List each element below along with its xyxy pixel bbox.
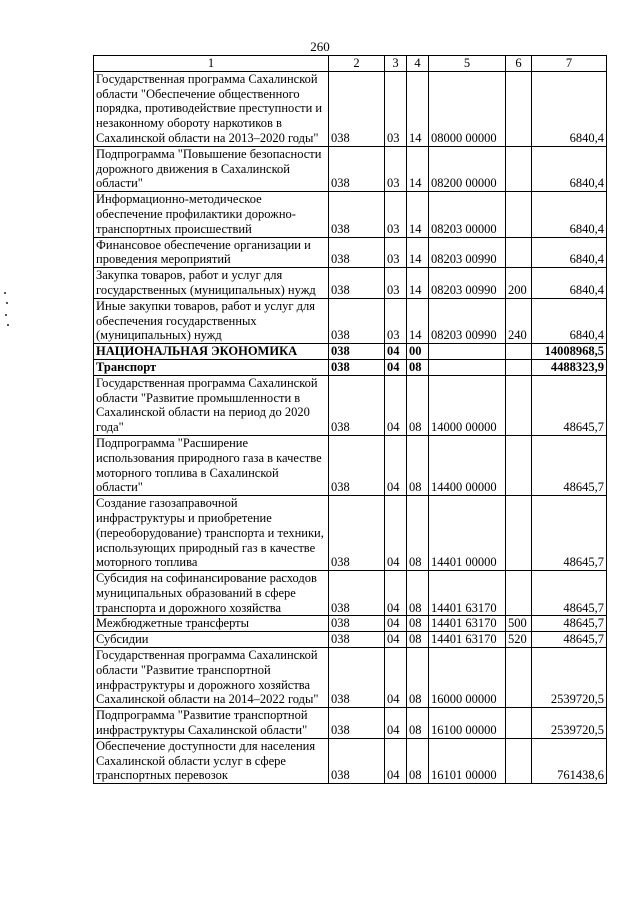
row-code-target: 16101 00000: [429, 738, 506, 783]
row-code-ministry: 038: [329, 268, 385, 299]
page-number: 260: [310, 39, 330, 54]
row-amount: 6840,4: [532, 268, 607, 299]
row-code-target: 08203 00000: [429, 192, 506, 237]
row-amount: 48645,7: [532, 632, 607, 648]
row-code-subsection: 14: [407, 71, 429, 146]
row-name: Обеспечение доступности для населения Сахалинской области услуг в сфере транспортных перевозок: [94, 738, 329, 783]
row-code-ministry: 038: [329, 738, 385, 783]
row-amount: 6840,4: [532, 192, 607, 237]
row-code-subsection: 08: [407, 359, 429, 375]
row-code-ministry: 038: [329, 708, 385, 739]
row-code-subsection: 14: [407, 192, 429, 237]
row-amount: 48645,7: [532, 616, 607, 632]
row-amount: 48645,7: [532, 496, 607, 571]
column-header: 2: [329, 56, 385, 72]
row-code-ministry: 038: [329, 632, 385, 648]
row-code-section: 03: [385, 146, 407, 191]
table-row: [94, 268, 607, 299]
row-amount: 6840,4: [532, 298, 607, 343]
row-amount: 4488323,9: [532, 359, 607, 375]
row-code-expense: 200: [506, 268, 532, 299]
scan-marks: [4, 292, 10, 332]
row-code-section: 03: [385, 192, 407, 237]
row-code-target: 14401 00000: [429, 496, 506, 571]
row-code-ministry: 038: [329, 344, 385, 360]
row-name: Финансовое обеспечение организации и проведения мероприятий: [94, 237, 329, 268]
table-row: [94, 359, 607, 375]
row-code-subsection: 14: [407, 268, 429, 299]
row-code-target: [429, 359, 506, 375]
table-row: [94, 616, 607, 632]
row-name: Субсидия на софинансирование расходов муниципальных образований в сфере транспорта и дорожного хозяйства: [94, 571, 329, 616]
row-code-expense: [506, 648, 532, 708]
row-code-ministry: 038: [329, 71, 385, 146]
row-code-expense: [506, 496, 532, 571]
row-amount: 48645,7: [532, 435, 607, 495]
row-code-target: 14401 63170: [429, 616, 506, 632]
row-code-target: 16100 00000: [429, 708, 506, 739]
row-code-subsection: 08: [407, 708, 429, 739]
row-code-section: 03: [385, 298, 407, 343]
column-header: 1: [94, 56, 329, 72]
row-code-target: 14400 00000: [429, 435, 506, 495]
table-row: [94, 708, 607, 739]
row-code-section: 04: [385, 648, 407, 708]
row-code-expense: [506, 375, 532, 435]
row-code-section: 04: [385, 359, 407, 375]
row-code-expense: [506, 738, 532, 783]
row-amount: 2539720,5: [532, 708, 607, 739]
row-code-ministry: 038: [329, 192, 385, 237]
row-code-subsection: 08: [407, 616, 429, 632]
table-row: [94, 192, 607, 237]
row-code-expense: 520: [506, 632, 532, 648]
row-name: Государственная программа Сахалинской области "Развитие транспортной инфраструктуры и дорожного хозяйства Сахалинской области на 2014–2022 годы": [94, 648, 329, 708]
row-code-expense: [506, 237, 532, 268]
row-code-section: 04: [385, 496, 407, 571]
row-code-subsection: 00: [407, 344, 429, 360]
row-name: Подпрограмма "Развитие транспортной инфраструктуры Сахалинской области": [94, 708, 329, 739]
row-code-section: 04: [385, 632, 407, 648]
row-name: Информационно-методическое обеспечение профилактики дорожно-транспортных происшествий: [94, 192, 329, 237]
row-code-section: 04: [385, 375, 407, 435]
table-row: [94, 375, 607, 435]
row-code-expense: 240: [506, 298, 532, 343]
row-code-subsection: 14: [407, 237, 429, 268]
row-name: Государственная программа Сахалинской области "Развитие промышленности в Сахалинской области на период до 2020 года": [94, 375, 329, 435]
table-row: [94, 344, 607, 360]
row-code-section: 04: [385, 738, 407, 783]
row-code-ministry: 038: [329, 496, 385, 571]
row-code-target: 14401 63170: [429, 632, 506, 648]
row-code-target: 08200 00000: [429, 146, 506, 191]
row-name: Закупка товаров, работ и услуг для государственных (муниципальных) нужд: [94, 268, 329, 299]
row-code-target: 08203 00990: [429, 298, 506, 343]
table-row: [94, 632, 607, 648]
table-row: [94, 146, 607, 191]
row-code-target: 08203 00990: [429, 268, 506, 299]
table-row: [94, 435, 607, 495]
row-code-target: 16000 00000: [429, 648, 506, 708]
row-name: НАЦИОНАЛЬНАЯ ЭКОНОМИКА: [94, 344, 329, 360]
row-code-subsection: 14: [407, 146, 429, 191]
row-code-ministry: 038: [329, 648, 385, 708]
row-code-subsection: 14: [407, 298, 429, 343]
row-code-ministry: 038: [329, 571, 385, 616]
row-amount: 6840,4: [532, 146, 607, 191]
row-name: Иные закупки товаров, работ и услуг для обеспечения государственных (муниципальных) нужд: [94, 298, 329, 343]
row-name: Подпрограмма "Расширение использования природного газа в качестве моторного топлива в Сахалинской области": [94, 435, 329, 495]
row-code-section: 03: [385, 268, 407, 299]
row-code-expense: [506, 571, 532, 616]
row-code-section: 04: [385, 435, 407, 495]
column-header: 4: [407, 56, 429, 72]
row-code-section: 03: [385, 237, 407, 268]
row-name: Создание газозаправочной инфраструктуры и приобретение (переоборудование) транспорта и техники, использующих природный газ в качестве моторного топлива: [94, 496, 329, 571]
row-code-section: 03: [385, 71, 407, 146]
budget-table: [93, 55, 607, 784]
row-code-expense: [506, 146, 532, 191]
row-code-subsection: 08: [407, 648, 429, 708]
row-code-expense: [506, 708, 532, 739]
row-code-ministry: 038: [329, 359, 385, 375]
row-code-ministry: 038: [329, 616, 385, 632]
table-row: [94, 648, 607, 708]
row-code-target: [429, 344, 506, 360]
row-amount: 6840,4: [532, 71, 607, 146]
row-name: Межбюджетные трансферты: [94, 616, 329, 632]
row-code-subsection: 08: [407, 496, 429, 571]
row-code-expense: [506, 344, 532, 360]
row-code-expense: 500: [506, 616, 532, 632]
table-header-row: [94, 56, 607, 72]
row-code-target: 08203 00990: [429, 237, 506, 268]
row-code-subsection: 08: [407, 738, 429, 783]
row-code-section: 04: [385, 708, 407, 739]
row-code-expense: [506, 435, 532, 495]
row-code-section: 04: [385, 571, 407, 616]
row-code-target: 14401 63170: [429, 571, 506, 616]
row-code-expense: [506, 192, 532, 237]
row-name: Субсидии: [94, 632, 329, 648]
row-code-subsection: 08: [407, 571, 429, 616]
column-header: 7: [532, 56, 607, 72]
table-row: [94, 298, 607, 343]
row-amount: 761438,6: [532, 738, 607, 783]
column-header: 6: [506, 56, 532, 72]
row-name: Транспорт: [94, 359, 329, 375]
row-code-expense: [506, 71, 532, 146]
row-code-ministry: 038: [329, 435, 385, 495]
row-code-section: 04: [385, 616, 407, 632]
row-code-subsection: 08: [407, 435, 429, 495]
row-code-ministry: 038: [329, 375, 385, 435]
table-row: [94, 738, 607, 783]
row-code-subsection: 08: [407, 375, 429, 435]
row-amount: 48645,7: [532, 375, 607, 435]
column-header: 5: [429, 56, 506, 72]
row-amount: 2539720,5: [532, 648, 607, 708]
row-code-ministry: 038: [329, 146, 385, 191]
row-code-ministry: 038: [329, 298, 385, 343]
table-row: [94, 496, 607, 571]
row-code-section: 04: [385, 344, 407, 360]
column-header: 3: [385, 56, 407, 72]
row-amount: 6840,4: [532, 237, 607, 268]
row-code-target: 14000 00000: [429, 375, 506, 435]
row-code-expense: [506, 359, 532, 375]
row-amount: 14008968,5: [532, 344, 607, 360]
table-row: [94, 237, 607, 268]
table-row: [94, 571, 607, 616]
row-code-target: 08000 00000: [429, 71, 506, 146]
row-name: Подпрограмма "Повышение безопасности дорожного движения в Сахалинской области": [94, 146, 329, 191]
row-code-ministry: 038: [329, 237, 385, 268]
row-name: Государственная программа Сахалинской области "Обеспечение общественного порядка, противодействие преступности и незаконному обороту наркотиков в Сахалинской области на 2013–2020 годы": [94, 71, 329, 146]
row-amount: 48645,7: [532, 571, 607, 616]
table-row: [94, 71, 607, 146]
row-code-subsection: 08: [407, 632, 429, 648]
